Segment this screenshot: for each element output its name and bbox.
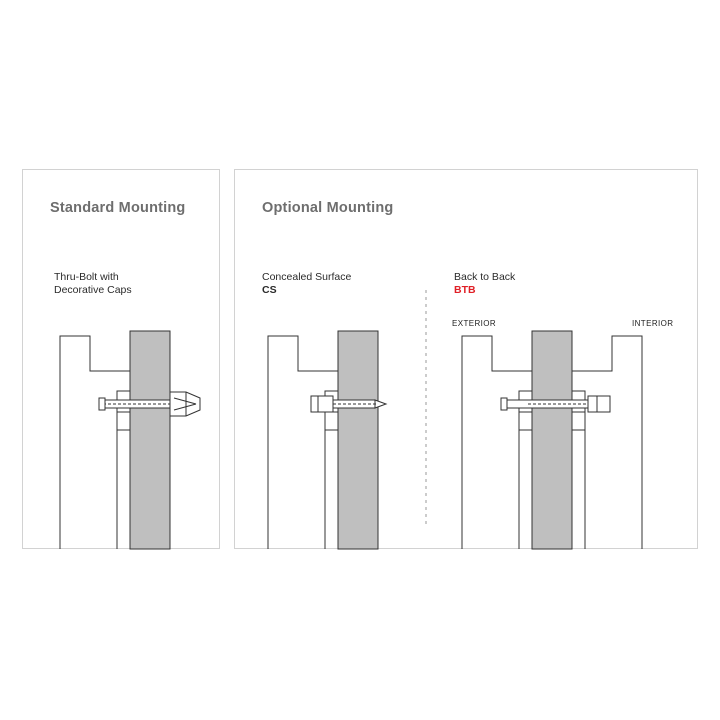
panel-title-standard: Standard Mounting xyxy=(50,200,186,216)
panel-title-optional: Optional Mounting xyxy=(262,200,394,216)
caption-thru-bolt-line1: Thru-Bolt with xyxy=(54,271,119,283)
panel-optional-mounting xyxy=(234,169,698,549)
caption-back-to-back-code: BTB xyxy=(454,284,476,296)
caption-thru-bolt xyxy=(54,271,132,297)
caption-concealed-surface-code: CS xyxy=(262,284,277,296)
caption-back-to-back-line1: Back to Back xyxy=(454,271,516,283)
label-interior: INTERIOR xyxy=(632,319,674,328)
caption-concealed-surface-line1: Concealed Surface xyxy=(262,271,352,283)
caption-thru-bolt-line2: Decorative Caps xyxy=(54,284,132,296)
caption-back-to-back xyxy=(454,271,515,297)
caption-concealed-surface xyxy=(262,271,351,297)
label-exterior: EXTERIOR xyxy=(452,319,497,328)
panel-standard-mounting xyxy=(22,169,220,549)
